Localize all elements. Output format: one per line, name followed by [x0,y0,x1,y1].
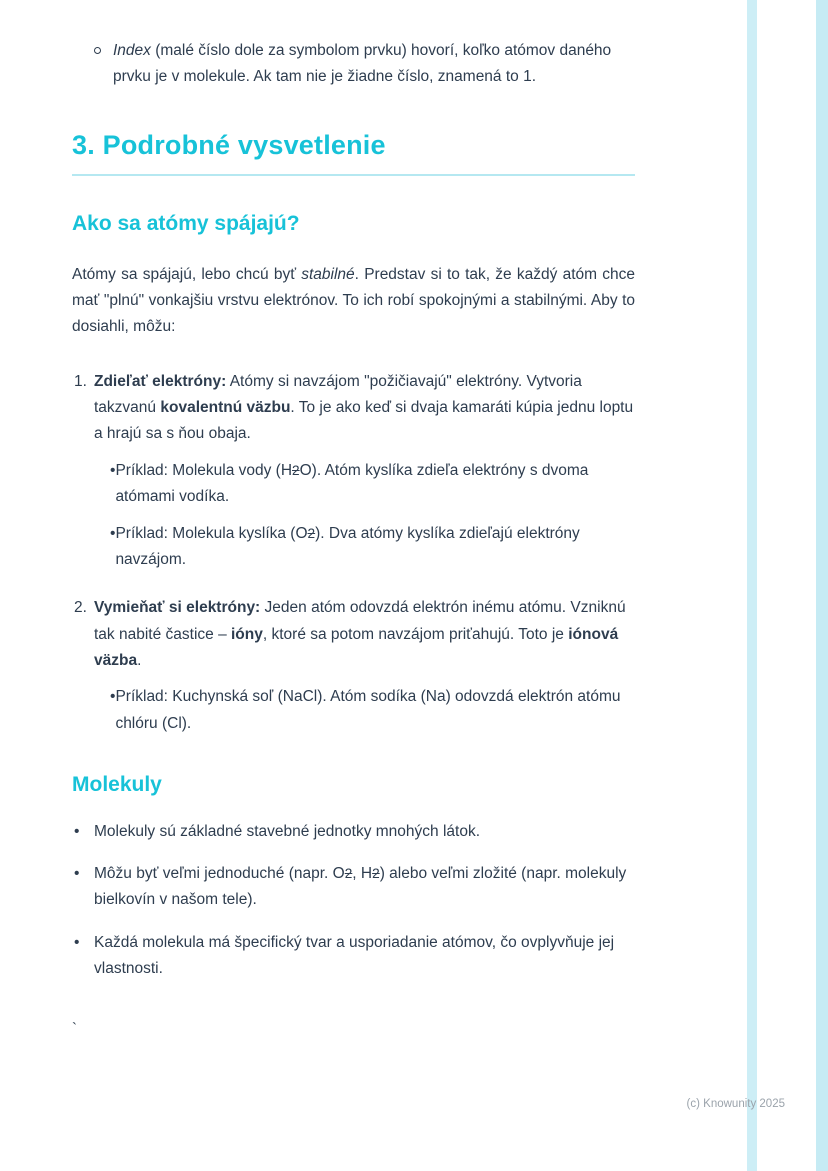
molecules-point-2-t3: ) alebo veľmi zložité (napr. molekuly bielkovín v našom tele). [94,864,627,909]
bullet-icon: • [110,688,116,706]
list-item [94,521,635,574]
list-item [94,458,635,511]
list-item [72,930,635,983]
example-oxygen-t1: Príklad: Molekula kyslíka (O [115,524,308,542]
molecules-bullet-list [72,819,635,983]
bullet-icon: • [74,822,80,840]
example-water-t1: Príklad: Molekula vody (H [115,461,293,479]
bullet-icon: • [74,864,80,882]
copyright-footer: (c) Knowunity 2025 [686,1098,785,1110]
bullet-icon: • [74,933,80,951]
item2-bold-ionova-vazba: iónová väzba [94,625,619,669]
intro-italic-stabilne: stabilné [301,265,355,283]
subscript-2: 2 [292,462,300,478]
subscript-2: 2 [344,865,353,881]
bullet-icon: • [110,461,116,479]
list-item [72,595,635,737]
example-salt-text: Príklad: Kuchynská soľ (NaCl). Atóm sodíka (Na) odovzdá elektrón atómu chlóru (Cl). [115,688,621,732]
subscript-2: 2 [372,865,380,881]
item2-text-1: Jeden atóm odovzdá elektrón inému atómu. Vzniknú tak nabité častice – [94,599,626,643]
item1-text-1: Atómy si navzájom "požičiavajú" elektróny. Vytvoria takzvanú [94,372,582,417]
example-oxygen-t2: ). Dva atómy kyslíka zdieľajú elektróny navzájom. [115,524,580,568]
example-water-text [115,458,635,511]
right-stripe-inner [747,0,757,1171]
item2-sub-list [94,684,635,737]
subscript-2: 2 [307,525,316,541]
index-note-body: (malé číslo dole za symbolom prvku) hovorí, koľko atómov daného prvku je v molekule. Ak tam nie je žiadne číslo, znamená to 1. [113,42,612,86]
right-stripe-edge [816,0,828,1171]
intro-text-1: Atómy sa spájajú, lebo chcú byť [72,265,302,283]
list-number: 2. [74,599,87,617]
item2-bold-iony: ióny [231,625,263,643]
item2-text-3: . [137,651,142,669]
list-item [72,369,635,573]
item1-text-2: . To je ako keď si dvaja kamaráti kúpia jednu loptu a hrajú sa s ňou obaja. [94,399,634,443]
item1-bold-kovalentna: kovalentnú väzbu [160,399,291,417]
list-number: 1. [74,372,87,390]
item1-sub-list [94,458,635,573]
hollow-circle-bullet-icon [94,47,101,54]
index-note-item [94,38,635,91]
molecules-point-1: Molekuly sú základné stavebné jednotky mnohých látok. [94,822,480,840]
intro-paragraph [72,262,635,341]
section-title: 3. Podrobné vysvetlenie [72,129,386,160]
intro-text-2: . Predstav si to tak, že každý atóm chce mať "plnú" vonkajšiu vrstvu elektrónov. To ich robí spokojnými a stabilnými. Aby to dosiahli, môžu: [72,265,636,336]
item1-bold-lead: Zdieľať elektróny: [94,372,227,390]
subheading-ako-sa-atomy-spajaju: Ako sa atómy spájajú? [72,212,300,236]
section-divider [72,174,635,176]
item2-text-2: , ktoré sa potom navzájom priťahujú. Toto je [262,625,569,643]
bonding-numbered-list [72,369,635,737]
example-water-t2: O). Atóm kyslíka zdieľa elektróny s dvoma atómami vodíka. [115,461,589,506]
list-item-body [94,369,635,573]
index-note-text [113,38,625,91]
subheading-molekuly: Molekuly [72,772,162,796]
list-item-body [94,595,635,737]
molecules-point-2-t1: Môžu byť veľmi jednoduché (napr. O [94,864,345,882]
molecules-point-3: Každá molekula má špecifický tvar a usporiadanie atómov, čo ovplyvňuje jej vlastnosti. [94,933,615,977]
example-oxygen-text [115,521,635,574]
list-item [94,684,635,737]
list-item [72,861,635,914]
item2-bold-lead: Vymieňať si elektróny: [94,599,261,617]
list-item [72,819,635,845]
molecules-point-2-t2: , H [352,864,373,882]
stray-backtick: ` [72,1020,77,1038]
document-content [72,38,635,1042]
index-term: Index [113,42,151,59]
molecules-point-2 [94,861,635,914]
bullet-icon: • [110,524,116,542]
